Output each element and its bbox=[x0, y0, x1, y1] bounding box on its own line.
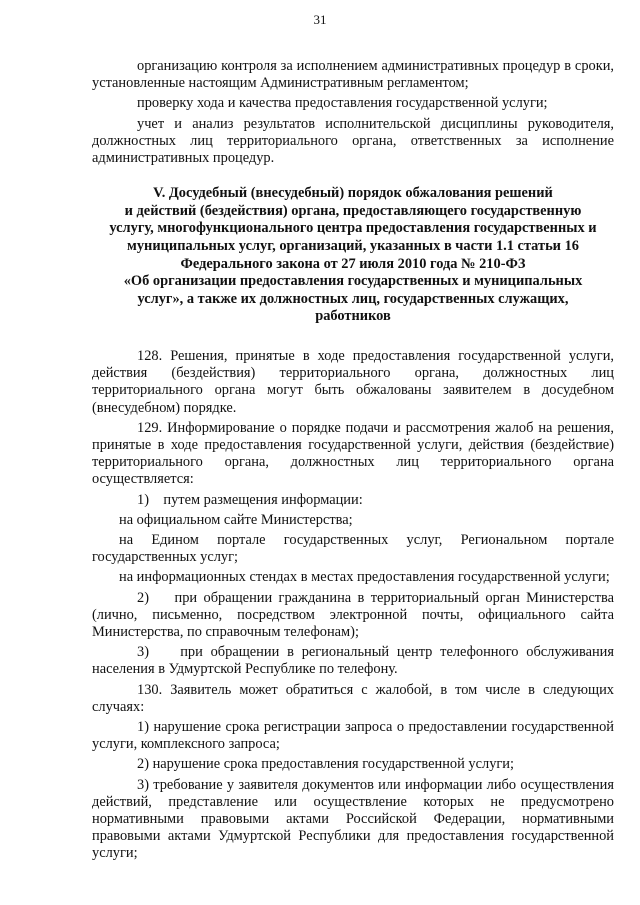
heading-line: услуг», а также их должностных лиц, государственных служащих, bbox=[137, 290, 569, 307]
heading-line: работников bbox=[315, 308, 391, 325]
paragraph-128: 128. Решения, принятые в ходе предоставления государственной услуги, действия (бездействия) территориального органа, должностных лиц территориального органа могут быть обжалованы заявителем в досудебном (внесудебном) порядке. bbox=[92, 347, 614, 416]
list-item: на официальном сайте Министерства; bbox=[119, 511, 353, 528]
list-item: 1) нарушение срока регистрации запроса о предоставлении государственной услуги, комплексного запроса; bbox=[92, 719, 614, 753]
list-item: 2) нарушение срока предоставления государственной услуги; bbox=[137, 756, 514, 773]
paragraph: организацию контроля за исполнением административных процедур в сроки, установленные настоящим Административным регламентом; bbox=[92, 58, 614, 92]
heading-line: услугу, многофункционального центра предоставления государственных и bbox=[109, 220, 597, 237]
heading-line: «Об организации предоставления государственных и муниципальных bbox=[123, 273, 583, 290]
heading-line: V. Досудебный (внесудебный) порядок обжалования решений bbox=[153, 185, 553, 202]
document-body bbox=[92, 58, 618, 866]
paragraph: учет и анализ результатов исполнительской дисциплины руководителя, должностных лиц территориального органа, ответственных за исполнение административных процедур. bbox=[92, 115, 614, 167]
paragraph-129: 129. Информирование о порядке подачи и рассмотрения жалоб на решения, принятые в ходе предоставления государственной услуги, действия (бездействие) территориального органа, должностных лиц территориального органа осуществляется: bbox=[92, 419, 614, 488]
heading-line: и действий (бездействия) органа, предоставляющего государственную bbox=[124, 202, 582, 219]
list-item: 3) требование у заявителя документов или информации либо осуществления действий, представление или осуществление которых не предусмотрено нормативными правовыми актами Российской Федерации, нормативными правовыми актами Удмуртской Республики для предоставления государственной услуги; bbox=[92, 776, 614, 862]
page-number: 31 bbox=[313, 12, 327, 27]
list-item: на информационных стендах в местах предоставления государственной услуги; bbox=[119, 569, 610, 586]
heading-line: Федерального закона от 27 июля 2010 года № 210-ФЗ bbox=[180, 255, 526, 272]
paragraph: проверку хода и качества предоставления государственной услуги; bbox=[137, 95, 548, 112]
section-heading bbox=[92, 185, 614, 326]
list-item: 2) при обращении гражданина в территориальный орган Министерства (лично, письменно, посредством электронной почты, официального сайта Министерства, по справочным телефонам); bbox=[92, 589, 618, 641]
paragraph-130: 130. Заявитель может обратиться с жалобой, в том числе в следующих случаях: bbox=[92, 681, 614, 715]
list-item: 1) путем размещения информации: bbox=[137, 491, 363, 508]
list-item: 3) при обращении в региональный центр телефонного обслуживания населения в Удмуртской Республике по телефону. bbox=[92, 644, 618, 678]
list-item: на Едином портале государственных услуг, Региональном портале государственных услуг; bbox=[92, 532, 614, 566]
heading-line: муниципальных услуг, организаций, указанных в части 1.1 статьи 16 bbox=[127, 238, 579, 254]
